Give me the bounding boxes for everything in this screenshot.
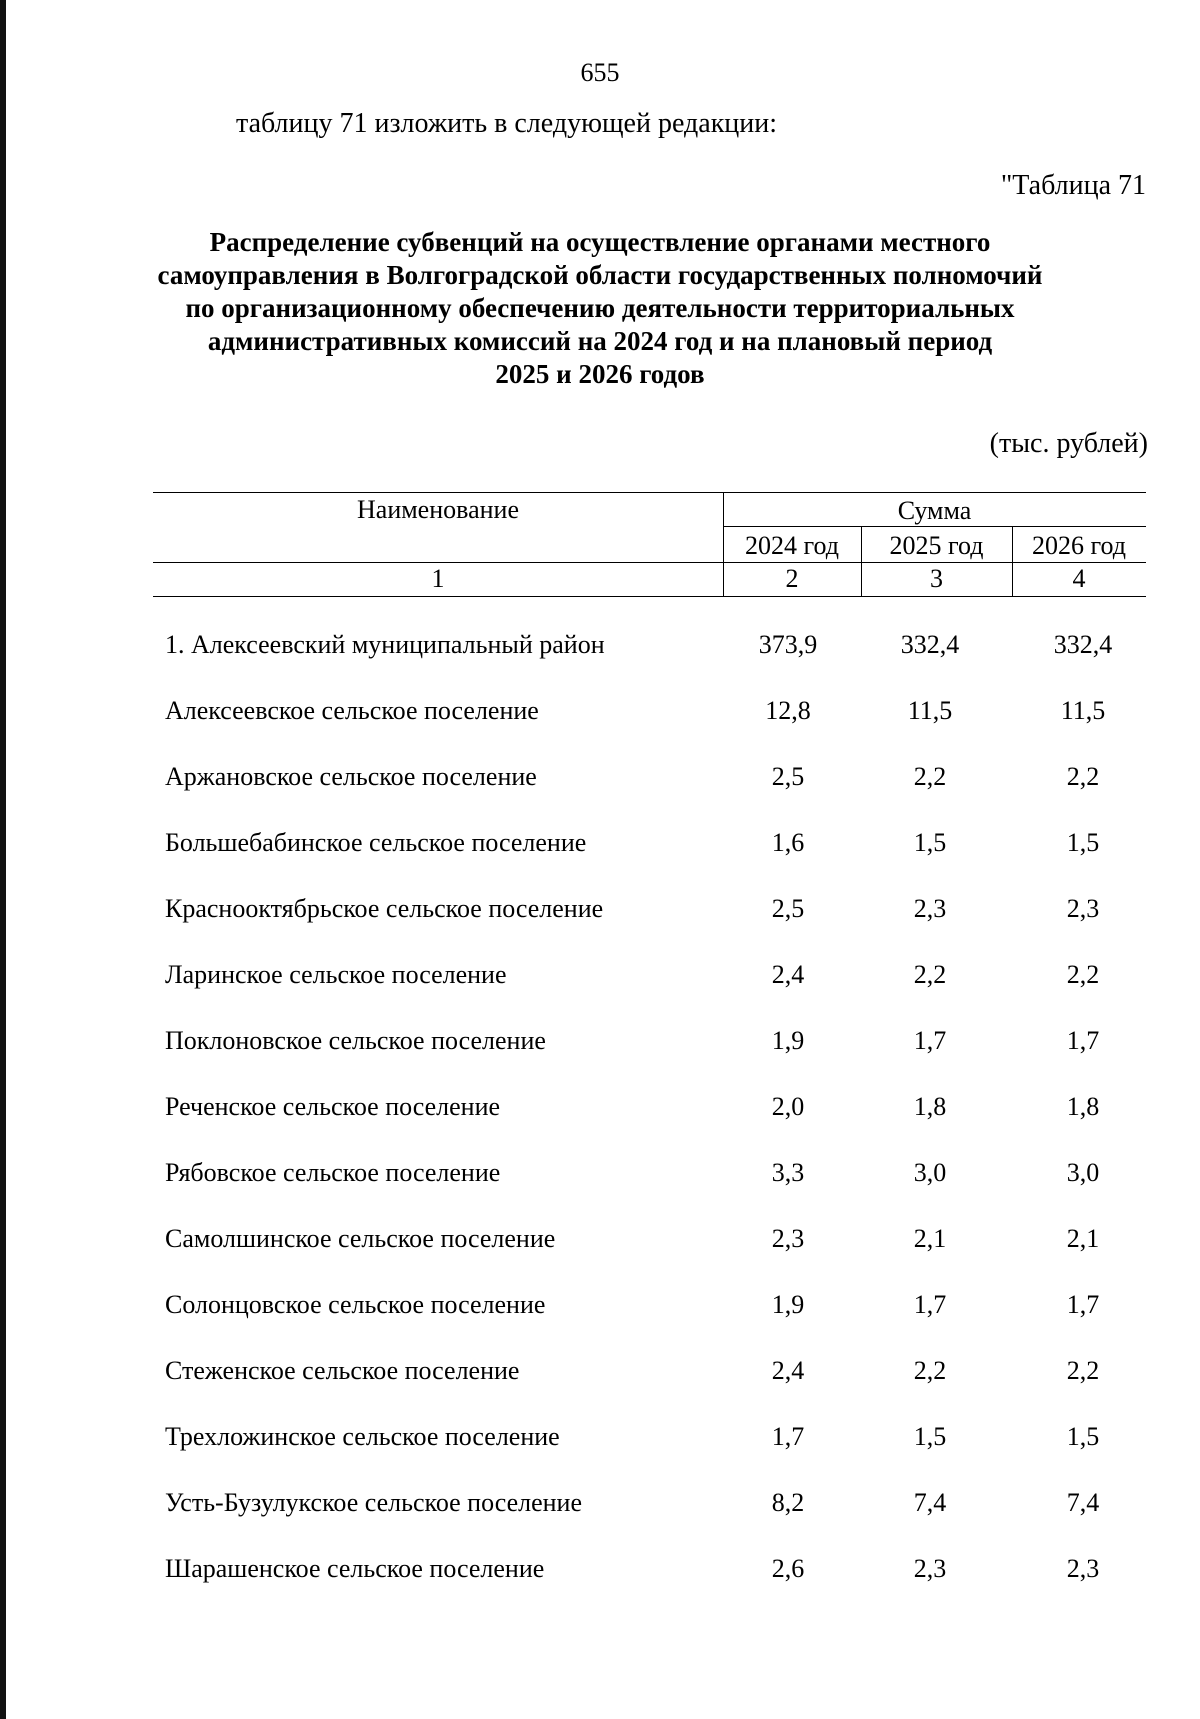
row-value-2025: 2,2	[913, 1356, 947, 1385]
row-value-2025: 11,5	[907, 696, 953, 725]
header-year-2025: 2025 год	[889, 531, 984, 560]
table-row	[0, 889, 1200, 929]
intro-text: таблицу 71 изложить в следующей редакции:	[236, 108, 778, 139]
row-value-2026: 2,2	[1066, 1356, 1100, 1385]
row-value-2026: 2,3	[1066, 894, 1100, 923]
row-value-2025: 1,7	[913, 1290, 947, 1319]
header-col-number: 1	[431, 564, 445, 593]
row-value-2025: 2,3	[913, 1554, 947, 1583]
row-value-2024: 3,3	[771, 1158, 805, 1187]
row-value-2025: 1,5	[913, 828, 947, 857]
row-name: Рябовское сельское поселение	[165, 1158, 501, 1187]
row-value-2024: 12,8	[765, 696, 811, 725]
table-row	[0, 691, 1200, 731]
header-bottom-line	[153, 596, 1146, 597]
title-line: Распределение субвенций на осуществление органами местного	[209, 227, 991, 257]
row-value-2026: 1,5	[1066, 828, 1100, 857]
row-value-2026: 332,4	[1053, 630, 1113, 659]
title-line: самоуправления в Волгоградской области государственных полномочий	[157, 260, 1043, 290]
row-value-2024: 2,6	[771, 1554, 805, 1583]
table-row	[0, 1285, 1200, 1325]
table-row	[0, 823, 1200, 863]
title-line: административных комиссий на 2024 год и на плановый период	[207, 326, 993, 356]
row-value-2024: 2,4	[771, 960, 805, 989]
table-row	[0, 1351, 1200, 1391]
row-value-2025: 2,3	[913, 894, 947, 923]
row-name: Поклоновское сельское поселение	[165, 1026, 546, 1055]
row-value-2025: 1,5	[913, 1422, 947, 1451]
row-name: Трехложинское сельское поселение	[165, 1422, 560, 1451]
row-name: Аржановское сельское поселение	[165, 762, 537, 791]
row-value-2026: 2,2	[1066, 960, 1100, 989]
row-name: Алексеевское сельское поселение	[165, 696, 539, 725]
header-year-2024: 2024 год	[745, 531, 839, 560]
header-mid-line	[153, 562, 1146, 563]
header-col-number: 3	[930, 564, 943, 593]
row-value-2026: 2,2	[1066, 762, 1100, 791]
row-name: Ларинское сельское поселение	[165, 960, 507, 989]
row-value-2026: 2,3	[1066, 1554, 1100, 1583]
row-value-2024: 1,9	[771, 1290, 805, 1319]
table-row	[0, 1549, 1200, 1589]
row-value-2025: 2,1	[913, 1224, 947, 1253]
header-sum: Сумма	[897, 496, 972, 525]
page-number: 655	[580, 58, 620, 87]
row-value-2024: 8,2	[771, 1488, 805, 1517]
row-value-2024: 1,9	[771, 1026, 805, 1055]
row-value-2026: 1,8	[1066, 1092, 1100, 1121]
table-row	[0, 1021, 1200, 1061]
row-value-2025: 332,4	[900, 630, 960, 659]
row-value-2025: 3,0	[913, 1158, 947, 1187]
row-value-2024: 1,6	[771, 828, 805, 857]
row-value-2026: 3,0	[1066, 1158, 1100, 1187]
units-label: (тыс. рублей)	[989, 428, 1148, 459]
row-value-2024: 2,3	[771, 1224, 805, 1253]
row-value-2026: 1,7	[1066, 1290, 1100, 1319]
table-row	[0, 955, 1200, 995]
row-name: Стеженское сельское поселение	[165, 1356, 520, 1385]
header-col-number: 2	[785, 564, 799, 593]
row-name: Самолшинское сельское поселение	[165, 1224, 556, 1253]
row-name: 1. Алексеевский муниципальный район	[165, 630, 605, 659]
row-value-2025: 2,2	[913, 762, 947, 791]
row-name: Шарашенское сельское поселение	[165, 1554, 545, 1583]
title-line: по организационному обеспечению деятельности территориальных	[185, 293, 1015, 323]
header-name: Наименование	[357, 495, 519, 524]
table-row	[0, 1219, 1200, 1259]
row-value-2026: 1,5	[1066, 1422, 1100, 1451]
row-value-2025: 2,2	[913, 960, 947, 989]
row-name: Усть-Бузулукское сельское поселение	[165, 1488, 583, 1517]
table-row	[0, 1417, 1200, 1457]
title-line: 2025 и 2026 годов	[495, 359, 705, 389]
table-row	[0, 757, 1200, 797]
document-title	[150, 226, 1050, 391]
header-top-line	[153, 492, 1146, 493]
row-value-2026: 11,5	[1060, 696, 1106, 725]
row-value-2025: 7,4	[913, 1488, 947, 1517]
table-row	[0, 1483, 1200, 1523]
header-year-2026: 2026 год	[1032, 531, 1126, 560]
row-value-2024: 373,9	[758, 630, 818, 659]
row-value-2024: 2,5	[771, 894, 805, 923]
table-row	[0, 1087, 1200, 1127]
header-col-number: 4	[1072, 564, 1086, 593]
table-row	[0, 1153, 1200, 1193]
row-value-2025: 1,8	[913, 1092, 947, 1121]
row-value-2024: 2,5	[771, 762, 805, 791]
row-value-2026: 7,4	[1066, 1488, 1100, 1517]
header-sum-line	[723, 526, 1146, 527]
row-value-2026: 2,1	[1066, 1224, 1100, 1253]
row-value-2024: 1,7	[771, 1422, 805, 1451]
row-name: Солонцовское сельское поселение	[165, 1290, 546, 1319]
row-value-2024: 2,4	[771, 1356, 805, 1385]
row-name: Реченское сельское поселение	[165, 1092, 501, 1121]
row-name: Краснооктябрьское сельское поселение	[165, 894, 604, 923]
row-value-2024: 2,0	[771, 1092, 805, 1121]
table-row	[0, 625, 1200, 665]
row-value-2026: 1,7	[1066, 1026, 1100, 1055]
row-value-2025: 1,7	[913, 1026, 947, 1055]
row-name: Большебабинское сельское поселение	[165, 828, 587, 857]
table-caption: "Таблица 71	[1000, 170, 1146, 201]
